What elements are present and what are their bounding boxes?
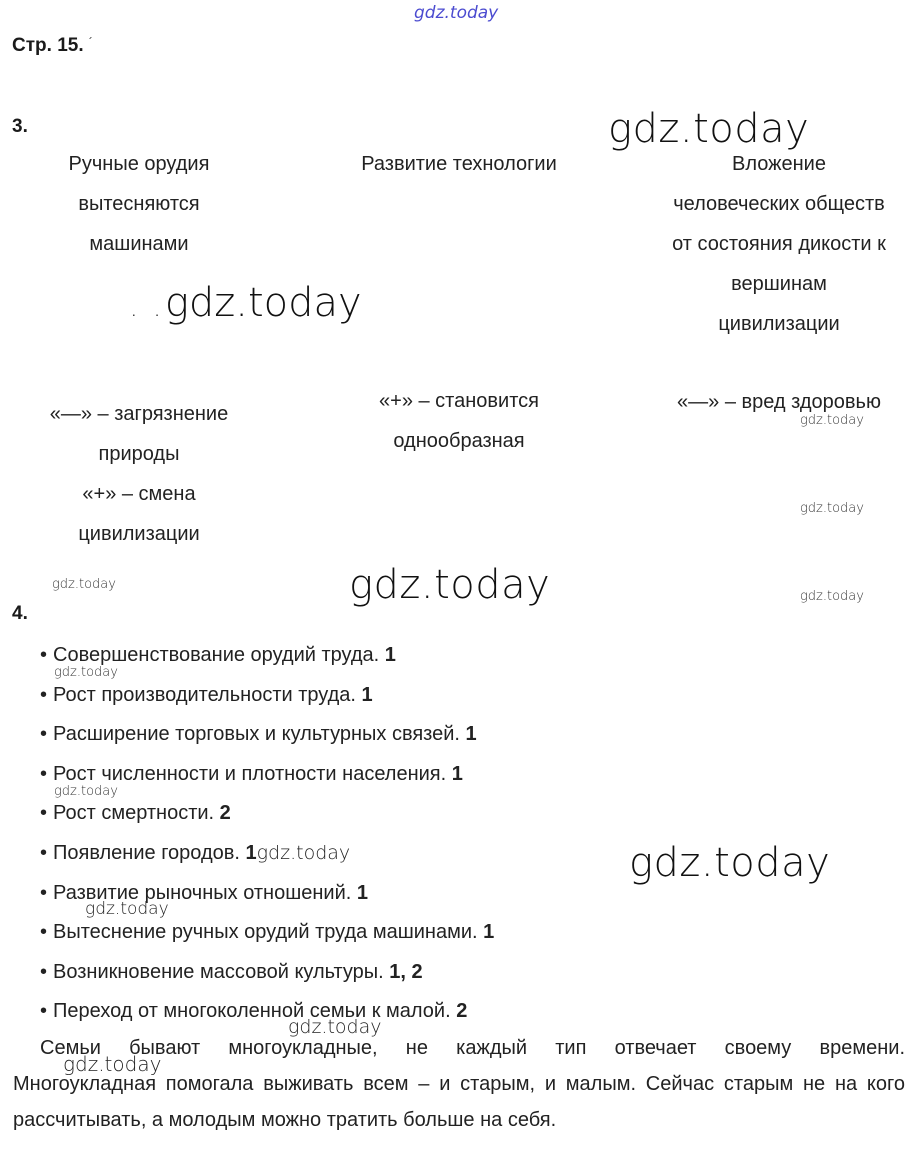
watermark-mid: gdz.today (85, 899, 169, 919)
task3-col1-line: вытесняются (78, 193, 200, 215)
watermark-with-dots (130, 280, 362, 326)
watermark-small: gdz.today (800, 413, 864, 428)
task3-eval1-line: природы (98, 443, 180, 465)
watermark-small: gdz.today (54, 665, 118, 680)
list-item-mark: 1 (361, 683, 373, 706)
watermark-mid: gdz.today (288, 1016, 382, 1038)
list-item-mark: 1 (451, 762, 463, 785)
paragraph-line: Многоукладная помогала выживать всем – и старым, и малым. Сейчас старым не на кого рассчитывать, а молодым можно тратить больше на себя. (13, 1073, 905, 1131)
watermark-text: gdz.today (164, 280, 362, 326)
watermark-big: gdz.today (349, 562, 551, 608)
task4-number: 4. (12, 603, 28, 624)
task3-eval-3 (650, 382, 908, 422)
watermark-mid: gdz.today (63, 1052, 162, 1076)
page-reference-mark: ´ (88, 35, 93, 49)
bullet: • (40, 762, 48, 785)
bullet: • (40, 802, 48, 825)
list-item (40, 715, 494, 755)
bullet: • (40, 881, 48, 904)
bullet: • (40, 683, 48, 706)
list-item (40, 834, 494, 874)
task3-eval1-line: цивилизации (78, 523, 200, 545)
watermark-small: gdz.today (52, 577, 116, 592)
task3-eval1-line: «+» – смена (82, 483, 196, 505)
list-item-text: Переход от многоколенной семьи к малой. (53, 1000, 451, 1023)
list-item-text: Рост численности и плотности населения. (53, 762, 447, 785)
task3-column-1 (30, 144, 248, 264)
page-reference-label: Стр. 15. (12, 35, 84, 56)
watermark-big: gdz.today (629, 840, 831, 886)
bullet: • (40, 921, 48, 944)
task3-col2-line: Развитие технологии (361, 153, 557, 175)
list-item-text: Развитие рыночных отношений. (53, 881, 352, 904)
bullet: • (40, 723, 48, 746)
list-item-mark: 1 (483, 921, 495, 944)
watermark-small: gdz.today (54, 784, 118, 799)
task3-col1-line: Ручные орудия (68, 153, 210, 175)
list-item (40, 676, 494, 716)
watermark-inline: gdz.today (256, 841, 351, 864)
task3-col3-line: от состояния дикости к (672, 233, 886, 255)
list-item (40, 992, 494, 1032)
list-item-text: Расширение торговых и культурных связей. (53, 723, 460, 746)
task4-paragraph (13, 1030, 905, 1138)
list-item-mark: 1 (465, 723, 477, 746)
list-item (40, 953, 494, 993)
list-item-mark: 1 (384, 644, 396, 666)
bullet: • (40, 960, 48, 983)
task3-column-3 (650, 144, 908, 344)
list-item-mark: 2 (219, 802, 231, 825)
task3-eval2-line: «+» – становится (379, 390, 539, 412)
task3-eval-1 (28, 394, 250, 554)
list-item (40, 794, 494, 834)
task3-number: 3. (12, 116, 28, 137)
page-reference (12, 35, 93, 57)
list-item (40, 913, 494, 953)
watermark-dots: . . (130, 294, 165, 322)
paragraph-line: Семьи бывают многоукладные, не каждый тип отвечает своему времени. (40, 1037, 905, 1059)
bullet: • (40, 841, 48, 864)
watermark-small: gdz.today (800, 589, 864, 604)
list-item-text: Появление городов. (53, 841, 240, 864)
task3-col3-line: человеческих обществ (673, 193, 885, 215)
list-item-text: Совершенствование орудий труда. (53, 644, 380, 666)
list-item-text: Вытеснение ручных орудий труда машинами. (53, 921, 478, 944)
list-item-mark: 1, 2 (389, 960, 423, 983)
task3-eval3-line: «—» – вред здоровью (677, 391, 881, 413)
watermark-big: gdz.today (608, 106, 810, 152)
task3-col3-line: вершинам (731, 273, 827, 295)
task3-eval1-line: «—» – загрязнение (49, 403, 229, 425)
task3-col3-line: цивилизации (718, 313, 840, 335)
bullet: • (40, 644, 48, 666)
task3-eval-2 (340, 381, 578, 461)
task3-col1-line: машинами (89, 233, 189, 255)
list-item-text: Рост смертности. (53, 802, 215, 825)
task3-column-2 (330, 144, 588, 184)
list-item-text: Рост производительности труда. (53, 683, 356, 706)
list-item-text: Возникновение массовой культуры. (53, 960, 384, 983)
watermark-top: gdz.today (414, 3, 499, 23)
task3-col3-line: Вложение (732, 153, 826, 175)
list-item-mark: 1 (356, 881, 369, 904)
list-item-mark: 1 (245, 841, 257, 864)
watermark-small: gdz.today (800, 501, 864, 516)
task3-eval2-line: однообразная (393, 430, 525, 452)
bullet: • (40, 1000, 48, 1023)
task4-list (40, 636, 494, 1032)
list-item-mark: 2 (456, 1000, 468, 1023)
